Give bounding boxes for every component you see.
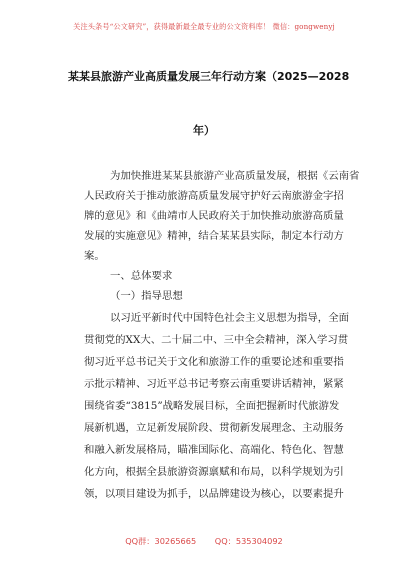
body-line: 和融入新发展格局，瞄准国际化、高端化、特色化、智慧	[84, 444, 344, 456]
body-line: 案。	[84, 250, 105, 262]
body-line: 牌的意见》和《曲靖市人民政府关于加快推动旅游高质量	[84, 210, 344, 222]
document-title: 某某县旅游产业高质量发展三年行动方案（2025—2028	[68, 70, 350, 83]
body-line: 示批示精神、习近平总书记考察云南重要讲话精神，紧紧	[84, 378, 344, 390]
body-line: 围绕省委“3815”战略发展目标，全面把握新时代旅游发	[84, 400, 340, 412]
body-line: 领，以项目建设为抓手，以品牌建设为核心，以要素提升	[84, 488, 344, 500]
footer-qq-group: QQ群：30265665	[125, 536, 197, 546]
section-heading: 一、总体要求	[110, 270, 173, 282]
body-line: 发展的实施意见》精神，结合某某县实际，制定本行动方	[84, 230, 344, 242]
body-line: 彻习近平总书记关于文化和旅游工作的重要论述和重要指	[84, 356, 344, 368]
document-title-continued: 年）	[193, 124, 215, 137]
body-line: 人民政府关于推动旅游高质量发展守护好云南旅游金字招	[84, 190, 344, 202]
body-line: 以习近平新时代中国特色社会主义思想为指导，全面	[110, 312, 349, 324]
body-line: 为加快推进某某县旅游产业高质量发展，根据《云南省	[110, 170, 360, 182]
subsection-heading: （一）指导思想	[110, 290, 183, 302]
body-line: 展新机遇，立足新发展阶段、贯彻新发展理念、主动服务	[84, 422, 344, 434]
body-line: 贯彻党的XX大、二十届二中、三中全会精神，深入学习贯	[84, 334, 349, 346]
footer-contact	[0, 536, 408, 547]
header-banner: 关注头条号“公文研究”，获得最新最全最专业的公文资料库！ 微信：gongwenyj	[73, 22, 335, 31]
body-line: 化方向，根据全县旅游资源禀赋和布局，以科学规划为引	[84, 466, 344, 478]
footer-qq: QQ：535304092	[214, 536, 283, 546]
